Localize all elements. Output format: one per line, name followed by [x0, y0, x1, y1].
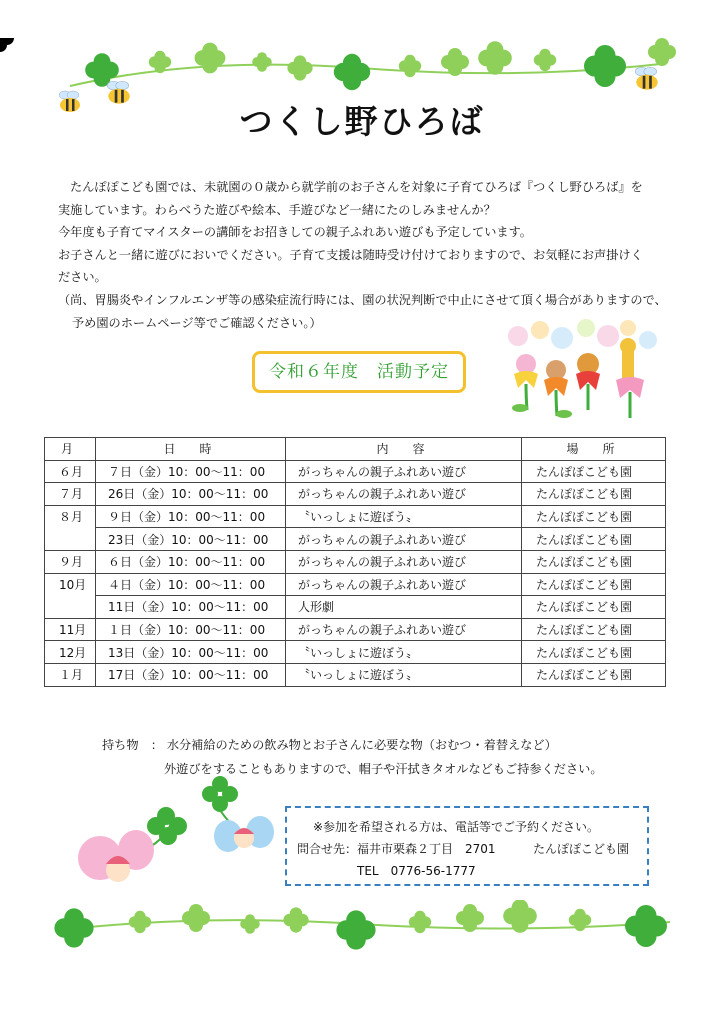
- table-row: [45, 460, 666, 483]
- cell-month: ９月: [45, 550, 96, 573]
- header-place: 場 所: [522, 438, 666, 461]
- cell-month: １月: [45, 663, 96, 686]
- header-datetime: 日 時: [96, 438, 286, 461]
- cell-datetime: ７日（金）10：00〜11：00: [96, 460, 286, 483]
- intro-line: ださい。: [58, 270, 107, 285]
- header-content: 内 容: [286, 438, 522, 461]
- schedule-table: [44, 437, 666, 687]
- schedule-badge: 令和６年度 活動予定: [252, 351, 466, 393]
- cell-month: ６月: [45, 460, 96, 483]
- intro-note: （尚、胃腸炎やインフルエンザ等の感染症流行時には、園の状況判断で中止にさせて頂く場合がありますので、: [58, 292, 667, 307]
- cell-place: たんぽぽこども園: [522, 641, 666, 664]
- cell-content: がっちゃんの親子ふれあい遊び: [286, 528, 522, 551]
- contact-address: 問合せ先：福井市栗森２丁目 2701: [297, 842, 496, 856]
- cell-datetime: ４日（金）10：00〜11：00: [96, 573, 286, 596]
- table-row: [45, 505, 666, 528]
- fairy-illustration: [198, 774, 282, 864]
- cell-content: がっちゃんの親子ふれあい遊び: [286, 460, 522, 483]
- cell-content: がっちゃんの親子ふれあい遊び: [286, 483, 522, 506]
- table-row: [45, 641, 666, 664]
- items-to-bring: [102, 733, 603, 781]
- page-title: つくし野ひろば: [239, 102, 485, 141]
- cell-datetime: ９日（金）10：00〜11：00: [96, 505, 286, 528]
- intro-line: 今年度も子育てマイスターの講師をお招きしての親子ふれあい遊びも予定しています。: [58, 225, 532, 240]
- cell-place: たんぽぽこども園: [522, 596, 666, 619]
- table-row: [45, 618, 666, 641]
- intro-note: 予め園のホームページ等でご確認ください。）: [72, 315, 322, 330]
- cell-place: たんぽぽこども園: [522, 505, 666, 528]
- cell-content: 〝いっしょに遊ぼう〟: [286, 641, 522, 664]
- intro-text: [58, 176, 678, 334]
- bottom-clover-vine: [0, 900, 724, 960]
- cell-datetime: 17日（金）10：00〜11：00: [96, 663, 286, 686]
- clover-icon: [0, 38, 14, 52]
- cell-place: たんぽぽこども園: [522, 663, 666, 686]
- cell-datetime: 26日（金）10：00〜11：00: [96, 483, 286, 506]
- cell-month: 10月: [45, 573, 96, 596]
- fairy-illustration: [70, 776, 210, 900]
- cell-datetime: 13日（金）10：00〜11：00: [96, 641, 286, 664]
- cell-place: たんぽぽこども園: [522, 483, 666, 506]
- bee-icon: [632, 66, 662, 92]
- table-row: [45, 573, 666, 596]
- cell-month: [45, 528, 96, 551]
- cell-month: [45, 596, 96, 619]
- bring-label: 持ち物 ：: [102, 738, 163, 752]
- cell-datetime: 11日（金）10：00〜11：00: [96, 596, 286, 619]
- cell-place: たんぽぽこども園: [522, 460, 666, 483]
- table-row: [45, 528, 666, 551]
- cell-datetime: ６日（金）10：00〜11：00: [96, 550, 286, 573]
- table-row: [45, 483, 666, 506]
- animals-tulips-illustration: [500, 318, 660, 422]
- cell-content: 〝いっしょに遊ぼう〟: [286, 663, 522, 686]
- table-row: [45, 663, 666, 686]
- cell-content: がっちゃんの親子ふれあい遊び: [286, 618, 522, 641]
- cell-datetime: 23日（金）10：00〜11：00: [96, 528, 286, 551]
- cell-place: たんぽぽこども園: [522, 528, 666, 551]
- bring-text: 水分補給のための飲み物とお子さんに必要な物（おむつ・着替えなど）: [166, 738, 557, 752]
- bring-text: 外遊びをすることもありますので、帽子や汗拭きタオルなどもご持参ください。: [164, 762, 603, 776]
- cell-place: たんぽぽこども園: [522, 618, 666, 641]
- intro-line: 実施しています。わらべうた遊びや絵本、手遊びなど一緒にたのしみませんか？: [58, 202, 496, 217]
- cell-month: ７月: [45, 483, 96, 506]
- table-row: [45, 596, 666, 619]
- cell-datetime: １日（金）10：00〜11：00: [96, 618, 286, 641]
- cell-month: ８月: [45, 505, 96, 528]
- contact-name: たんぽぽこども園: [533, 842, 630, 856]
- cell-content: がっちゃんの親子ふれあい遊び: [286, 550, 522, 573]
- cell-content: がっちゃんの親子ふれあい遊び: [286, 573, 522, 596]
- table-header-row: [45, 438, 666, 461]
- cell-place: たんぽぽこども園: [522, 573, 666, 596]
- intro-line: たんぽぽこども園では、未就園の０歳から就学前のお子さんを対象に子育てひろば『つくし野ひろば』を: [70, 180, 643, 194]
- intro-line: お子さんと一緒に遊びにおいでください。子育て支援は随時受け付けておりますので、お気軽にお声掛けく: [58, 247, 643, 262]
- cell-month: 12月: [45, 641, 96, 664]
- header-month: 月: [45, 438, 96, 461]
- cell-content: 〝いっしょに遊ぼう〟: [286, 505, 522, 528]
- contact-box: [285, 806, 649, 886]
- cell-place: たんぽぽこども園: [522, 550, 666, 573]
- contact-tel: TEL 0776-56-1777: [357, 864, 476, 878]
- reservation-note: ※参加を希望される方は、電話等でご予約ください。: [313, 820, 600, 834]
- cell-content: 人形劇: [286, 596, 522, 619]
- cell-month: 11月: [45, 618, 96, 641]
- table-row: [45, 550, 666, 573]
